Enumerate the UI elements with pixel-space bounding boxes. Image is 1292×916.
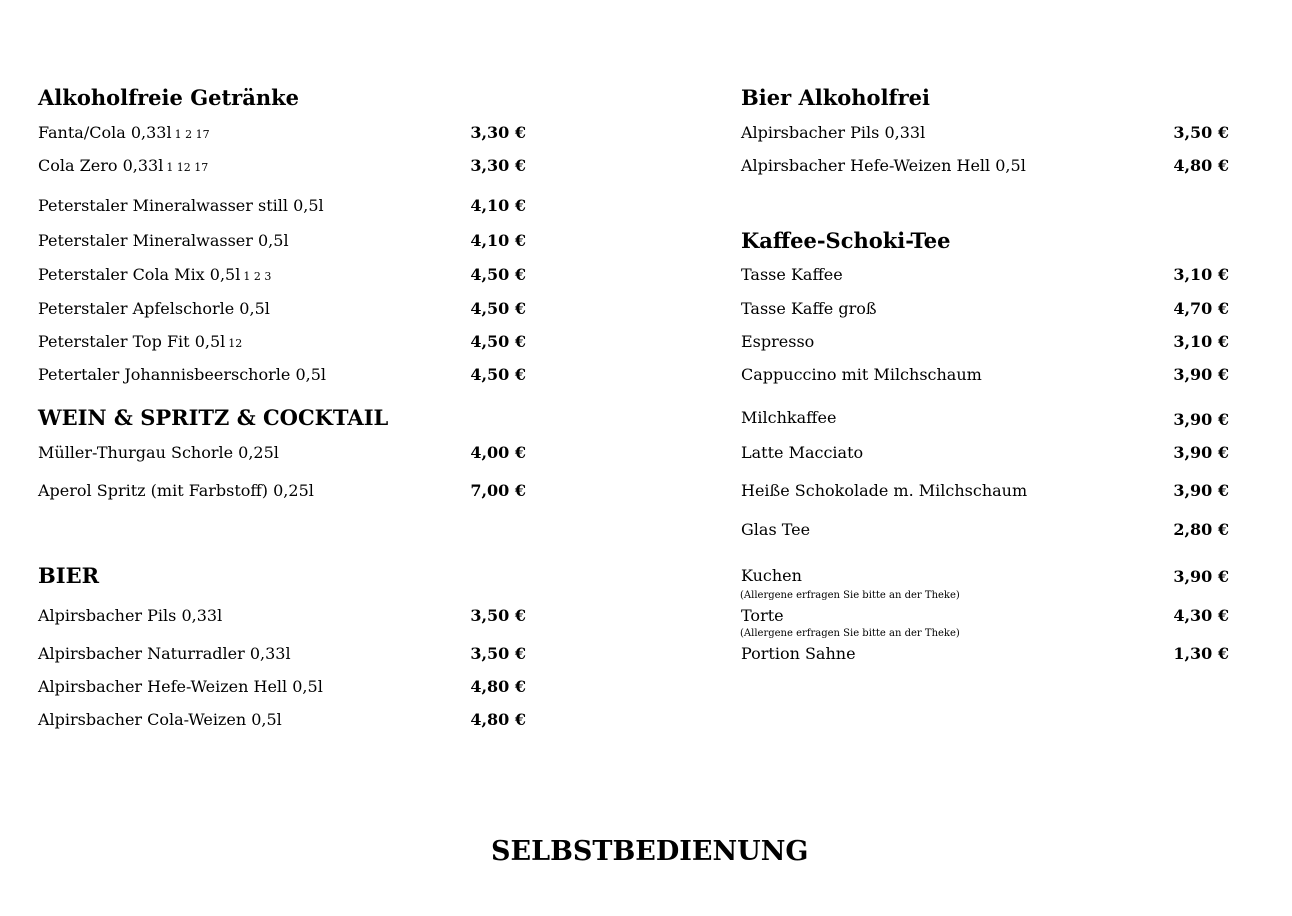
item-price: 4,70 € bbox=[1173, 299, 1229, 318]
section-heading-coffee: Kaffee-Schoki-Tee bbox=[741, 228, 951, 253]
item-name: Cola Zero 0,33l bbox=[38, 156, 164, 175]
item-name: Peterstaler Mineralwasser still 0,5l bbox=[38, 196, 324, 215]
item-price: 2,80 € bbox=[1173, 520, 1229, 539]
item-price: 4,10 € bbox=[470, 196, 526, 215]
item-name: Alpirsbacher Pils 0,33l bbox=[38, 606, 223, 625]
item-price: 3,10 € bbox=[1173, 332, 1229, 351]
additive-note: 1 2 17 bbox=[174, 128, 210, 141]
section-heading-beer: BIER bbox=[38, 563, 100, 588]
item-price: 3,90 € bbox=[1173, 481, 1229, 500]
allergen-note: (Allergene erfragen Sie bitte an der Theke) bbox=[740, 590, 960, 601]
item-name: Kuchen bbox=[741, 566, 802, 585]
item-price: 3,90 € bbox=[1173, 365, 1229, 384]
item-name: Peterstaler Apfelschorle 0,5l bbox=[38, 299, 270, 318]
item-price: 3,50 € bbox=[470, 606, 526, 625]
item-name: Tasse Kaffee bbox=[741, 265, 843, 284]
section-heading-softdrinks: Alkoholfreie Getränke bbox=[38, 85, 300, 110]
item-name: Milchkaffee bbox=[741, 408, 837, 427]
item-price: 3,50 € bbox=[470, 644, 526, 663]
item-name: Alpirsbacher Pils 0,33l bbox=[741, 123, 926, 142]
item-price: 4,50 € bbox=[470, 365, 526, 384]
item-price: 4,50 € bbox=[470, 332, 526, 351]
item-name: Alpirsbacher Cola-Weizen 0,5l bbox=[38, 710, 282, 729]
item-name: Alpirsbacher Hefe-Weizen Hell 0,5l bbox=[741, 156, 1026, 175]
item-price: 4,10 € bbox=[470, 231, 526, 250]
item-name: Alpirsbacher Naturradler 0,33l bbox=[38, 644, 291, 663]
item-price: 4,00 € bbox=[470, 443, 526, 462]
item-name: Peterstaler Cola Mix 0,5l bbox=[38, 265, 241, 284]
item-price: 1,30 € bbox=[1173, 644, 1229, 663]
item-name: Torte bbox=[741, 606, 784, 625]
item-name: Tasse Kaffe groß bbox=[741, 299, 877, 318]
item-name: Peterstaler Top Fit 0,5l bbox=[38, 332, 226, 351]
item-name: Heiße Schokolade m. Milchschaum bbox=[741, 481, 1028, 500]
item-name: Fanta/Cola 0,33l bbox=[38, 123, 172, 142]
item-price: 4,80 € bbox=[470, 710, 526, 729]
item-name: Petertaler Johannisbeerschorle 0,5l bbox=[38, 365, 326, 384]
item-name: Glas Tee bbox=[741, 520, 811, 539]
section-heading-nonalc-beer: Bier Alkoholfrei bbox=[741, 85, 930, 110]
item-price: 3,90 € bbox=[1173, 567, 1229, 586]
item-price: 3,30 € bbox=[470, 156, 526, 175]
section-heading-wine: WEIN & SPRITZ & COCKTAIL bbox=[38, 405, 389, 430]
allergen-note: (Allergene erfragen Sie bitte an der Theke) bbox=[740, 628, 960, 639]
item-price: 4,50 € bbox=[470, 265, 526, 284]
item-name: Cappuccino mit Milchschaum bbox=[741, 365, 982, 384]
item-price: 4,80 € bbox=[470, 677, 526, 696]
item-name: Müller-Thurgau Schorle 0,25l bbox=[38, 443, 279, 462]
item-price: 3,10 € bbox=[1173, 265, 1229, 284]
item-price: 7,00 € bbox=[470, 481, 526, 500]
self-service-footer: SELBSTBEDIENUNG bbox=[491, 836, 809, 867]
item-price: 4,80 € bbox=[1173, 156, 1229, 175]
item-price: 3,90 € bbox=[1173, 410, 1229, 429]
item-name: Espresso bbox=[741, 332, 815, 351]
additive-note: 1 12 17 bbox=[166, 161, 209, 174]
additive-note: 12 bbox=[228, 337, 243, 350]
item-name: Portion Sahne bbox=[741, 644, 856, 663]
item-price: 3,90 € bbox=[1173, 443, 1229, 462]
item-name: Alpirsbacher Hefe-Weizen Hell 0,5l bbox=[38, 677, 323, 696]
item-price: 4,50 € bbox=[470, 299, 526, 318]
additive-note: 1 2 3 bbox=[243, 270, 272, 283]
item-name: Latte Macciato bbox=[741, 443, 864, 462]
item-price: 4,30 € bbox=[1173, 606, 1229, 625]
item-name: Peterstaler Mineralwasser 0,5l bbox=[38, 231, 289, 250]
item-price: 3,50 € bbox=[1173, 123, 1229, 142]
item-name: Aperol Spritz (mit Farbstoff) 0,25l bbox=[38, 481, 314, 500]
item-price: 3,30 € bbox=[470, 123, 526, 142]
